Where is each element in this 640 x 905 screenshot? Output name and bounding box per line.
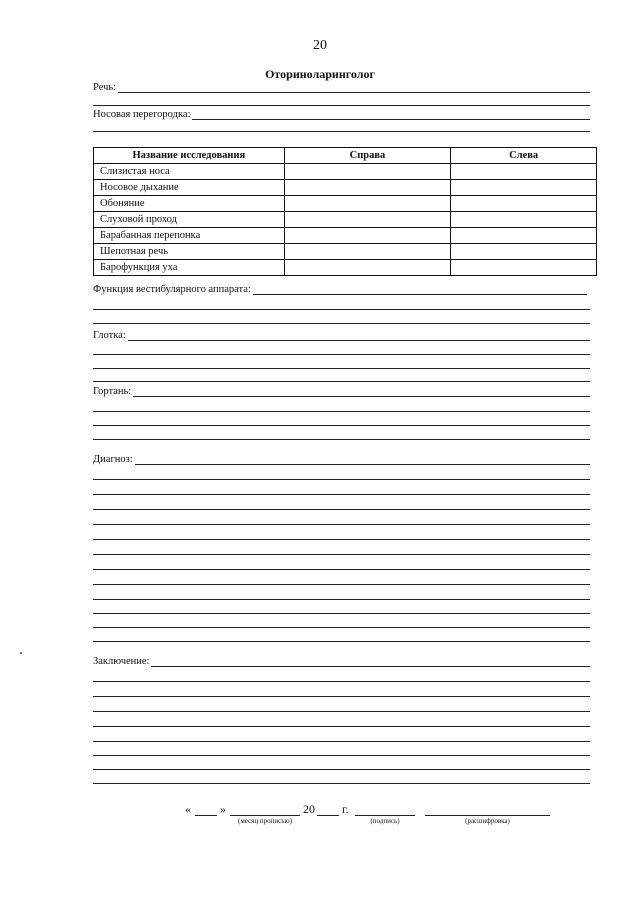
- table-row: [94, 164, 597, 180]
- conclusion-label: Заключение:: [93, 656, 150, 667]
- pharynx-line-3[interactable]: [93, 368, 590, 369]
- table-row: [94, 196, 597, 212]
- row-label: Обоняние: [94, 196, 285, 212]
- quote-open: «: [185, 802, 191, 816]
- diagnosis-line[interactable]: [93, 464, 590, 465]
- scan-speck: [20, 652, 22, 654]
- pharynx-line-2[interactable]: [93, 354, 590, 355]
- conclusion-line-3[interactable]: [93, 696, 590, 697]
- column-header-exam: Название исследования: [94, 148, 285, 164]
- diagnosis-line-3[interactable]: [93, 494, 590, 495]
- month-field[interactable]: [230, 815, 300, 816]
- pharynx-label: Глотка:: [93, 330, 126, 341]
- diagnosis-line-2[interactable]: [93, 479, 590, 480]
- row-label: Слуховой проход: [94, 212, 285, 228]
- conclusion-line-9[interactable]: [93, 783, 590, 784]
- diagnosis-line-13[interactable]: [93, 641, 590, 642]
- signature-caption: (подпись): [370, 817, 400, 825]
- conclusion-line-2[interactable]: [93, 681, 590, 682]
- speech-label: Речь:: [93, 82, 117, 93]
- column-header-right: Справа: [284, 148, 451, 164]
- conclusion-line[interactable]: [93, 666, 590, 667]
- right-cell[interactable]: [284, 228, 451, 244]
- month-caption: (месяц прописью): [238, 817, 292, 825]
- left-cell[interactable]: [451, 228, 597, 244]
- year-prefix: 20: [303, 802, 315, 816]
- table-row: [94, 228, 597, 244]
- table-row: [94, 212, 597, 228]
- diagnosis-line-10[interactable]: [93, 599, 590, 600]
- larynx-line[interactable]: [93, 396, 590, 397]
- column-header-left: Слева: [451, 148, 597, 164]
- table-row: [94, 180, 597, 196]
- diagnosis-line-4[interactable]: [93, 509, 590, 510]
- table-header-row: [94, 148, 597, 164]
- row-label: Слизистая носа: [94, 164, 285, 180]
- diagnosis-line-8[interactable]: [93, 569, 590, 570]
- left-cell[interactable]: [451, 260, 597, 276]
- decode-field[interactable]: [425, 815, 550, 816]
- table-row: [94, 244, 597, 260]
- year-suffix: г.: [342, 802, 349, 816]
- nasal-septum-line-2[interactable]: [93, 131, 590, 132]
- pharynx-line[interactable]: [93, 340, 590, 341]
- left-cell[interactable]: [451, 244, 597, 260]
- larynx-line-3[interactable]: [93, 425, 590, 426]
- quote-close: »: [220, 802, 226, 816]
- conclusion-line-7[interactable]: [93, 755, 590, 756]
- larynx-label: Гортань:: [93, 386, 132, 397]
- left-cell[interactable]: [451, 164, 597, 180]
- year-field[interactable]: [317, 815, 339, 816]
- row-label: Носовое дыхание: [94, 180, 285, 196]
- examination-table: [93, 147, 597, 276]
- row-label: Барабанная перепонка: [94, 228, 285, 244]
- decode-caption: (расшифровка): [465, 817, 510, 825]
- conclusion-line-6[interactable]: [93, 741, 590, 742]
- diagnosis-line-11[interactable]: [93, 613, 590, 614]
- larynx-line-4[interactable]: [93, 439, 590, 440]
- page-number: 20: [313, 38, 327, 53]
- right-cell[interactable]: [284, 164, 451, 180]
- diagnosis-line-9[interactable]: [93, 584, 590, 585]
- vestibular-line-2[interactable]: [93, 309, 590, 310]
- diagnosis-line-5[interactable]: [93, 524, 590, 525]
- day-field[interactable]: [195, 815, 217, 816]
- conclusion-line-8[interactable]: [93, 769, 590, 770]
- pharynx-line-4[interactable]: [93, 381, 590, 382]
- row-label: Шепотная речь: [94, 244, 285, 260]
- larynx-line-2[interactable]: [93, 411, 590, 412]
- diagnosis-line-12[interactable]: [93, 627, 590, 628]
- diagnosis-line-7[interactable]: [93, 554, 590, 555]
- speech-line-2[interactable]: [93, 105, 590, 106]
- table-row: [94, 260, 597, 276]
- conclusion-line-4[interactable]: [93, 711, 590, 712]
- vestibular-line-3[interactable]: [93, 323, 590, 324]
- nasal-septum-label: Носовая перегородка:: [93, 109, 191, 120]
- speech-line[interactable]: [93, 92, 590, 93]
- right-cell[interactable]: [284, 260, 451, 276]
- form-title: Оториноларинголог: [265, 67, 375, 81]
- conclusion-line-5[interactable]: [93, 726, 590, 727]
- right-cell[interactable]: [284, 196, 451, 212]
- vestibular-label: Функция вестибулярного аппарата:: [93, 284, 251, 295]
- right-cell[interactable]: [284, 212, 451, 228]
- row-label: Барофункция уха: [94, 260, 285, 276]
- right-cell[interactable]: [284, 244, 451, 260]
- left-cell[interactable]: [451, 196, 597, 212]
- diagnosis-label: Диагноз:: [93, 454, 133, 465]
- right-cell[interactable]: [284, 180, 451, 196]
- signature-field[interactable]: [355, 815, 415, 816]
- left-cell[interactable]: [451, 212, 597, 228]
- diagnosis-line-6[interactable]: [93, 539, 590, 540]
- left-cell[interactable]: [451, 180, 597, 196]
